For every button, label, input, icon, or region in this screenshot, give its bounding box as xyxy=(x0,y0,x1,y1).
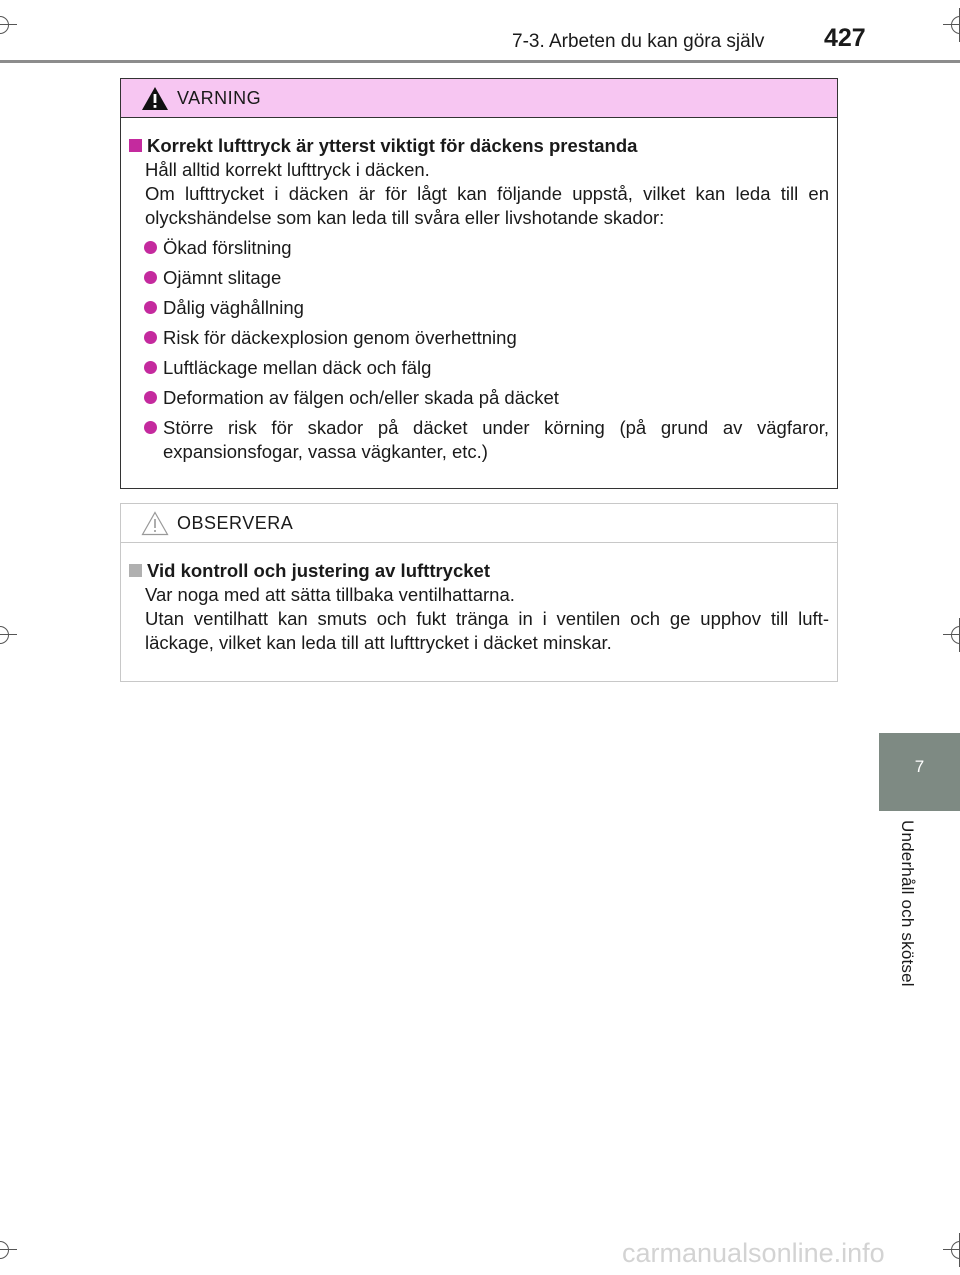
bullet-dot-icon xyxy=(144,241,157,254)
square-bullet-icon xyxy=(129,139,142,152)
caution-paragraph: Var noga med att sätta tillbaka ventilhattarna. xyxy=(145,584,515,605)
list-item xyxy=(129,326,829,350)
crop-mark xyxy=(943,618,960,652)
chapter-number: 7 xyxy=(914,757,925,776)
bullet-dot-icon xyxy=(144,331,157,344)
list-item-text: Deformation av fälgen och/eller skada på däcket xyxy=(163,387,559,408)
list-item-text: Större risk för skador på däcket under körning (på grund av vägfaror, expansionsfogar, vassa vägkanter, etc.) xyxy=(163,417,829,462)
caution-label: OBSERVERA xyxy=(177,513,294,533)
list-item xyxy=(129,236,829,260)
crop-mark xyxy=(0,1233,17,1267)
list-item-text: Ojämnt slitage xyxy=(163,267,282,288)
crop-mark xyxy=(0,618,17,652)
chapter-name: Underhåll och skötsel xyxy=(898,820,917,987)
caution-paragraph: Utan ventilhatt kan smuts och fukt tränga in i ventilen och ge upphov till luft-läckage, vilket kan leda till att lufttrycket i däcket minskar. xyxy=(145,608,829,653)
bullet-dot-icon xyxy=(144,361,157,374)
list-item-text: Luftläckage mellan däck och fälg xyxy=(163,357,432,378)
warning-body xyxy=(121,118,837,490)
caution-header xyxy=(121,504,837,543)
warning-section-title-text: Korrekt lufttryck är ytterst viktigt för däckens prestanda xyxy=(147,135,638,156)
list-item-text: Ökad förslitning xyxy=(163,237,292,258)
warning-paragraph: Håll alltid korrekt lufttryck i däcken. xyxy=(145,159,430,180)
list-item-text: Risk för däckexplosion genom överhettning xyxy=(163,327,517,348)
page-number: 427 xyxy=(824,24,866,52)
list-item xyxy=(129,386,829,410)
warning-label: VARNING xyxy=(177,88,262,108)
warning-section-title xyxy=(129,134,829,158)
bullet-dot-icon xyxy=(144,391,157,404)
bullet-dot-icon xyxy=(144,421,157,434)
section-title: 7-3. Arbeten du kan göra själv xyxy=(512,31,765,52)
warning-header xyxy=(121,79,837,118)
warning-box xyxy=(120,78,838,489)
caution-box xyxy=(120,503,838,682)
warning-bullet-list xyxy=(129,236,829,464)
caution-body xyxy=(121,543,837,675)
crop-mark xyxy=(943,1233,960,1267)
caution-section-title xyxy=(129,559,829,583)
square-bullet-icon xyxy=(129,564,142,577)
list-item xyxy=(129,416,829,464)
bullet-dot-icon xyxy=(144,301,157,314)
list-item xyxy=(129,266,829,290)
header-rule xyxy=(0,60,960,63)
list-item xyxy=(129,356,829,380)
watermark: carmanualsonline.info xyxy=(622,1238,885,1268)
list-item xyxy=(129,296,829,320)
warning-triangle-icon xyxy=(141,86,169,111)
crop-mark xyxy=(0,8,17,42)
caution-triangle-icon xyxy=(141,511,169,536)
list-item-text: Dålig väghållning xyxy=(163,297,304,318)
warning-paragraph: Om lufttrycket i däcken är för lågt kan följande uppstå, vilket kan leda till en olyckshändelse som kan leda till svåra eller livshotande skador: xyxy=(145,183,829,228)
bullet-dot-icon xyxy=(144,271,157,284)
crop-mark xyxy=(943,8,960,42)
caution-section-title-text: Vid kontroll och justering av lufttrycket xyxy=(147,560,490,581)
chapter-tab xyxy=(879,733,960,811)
